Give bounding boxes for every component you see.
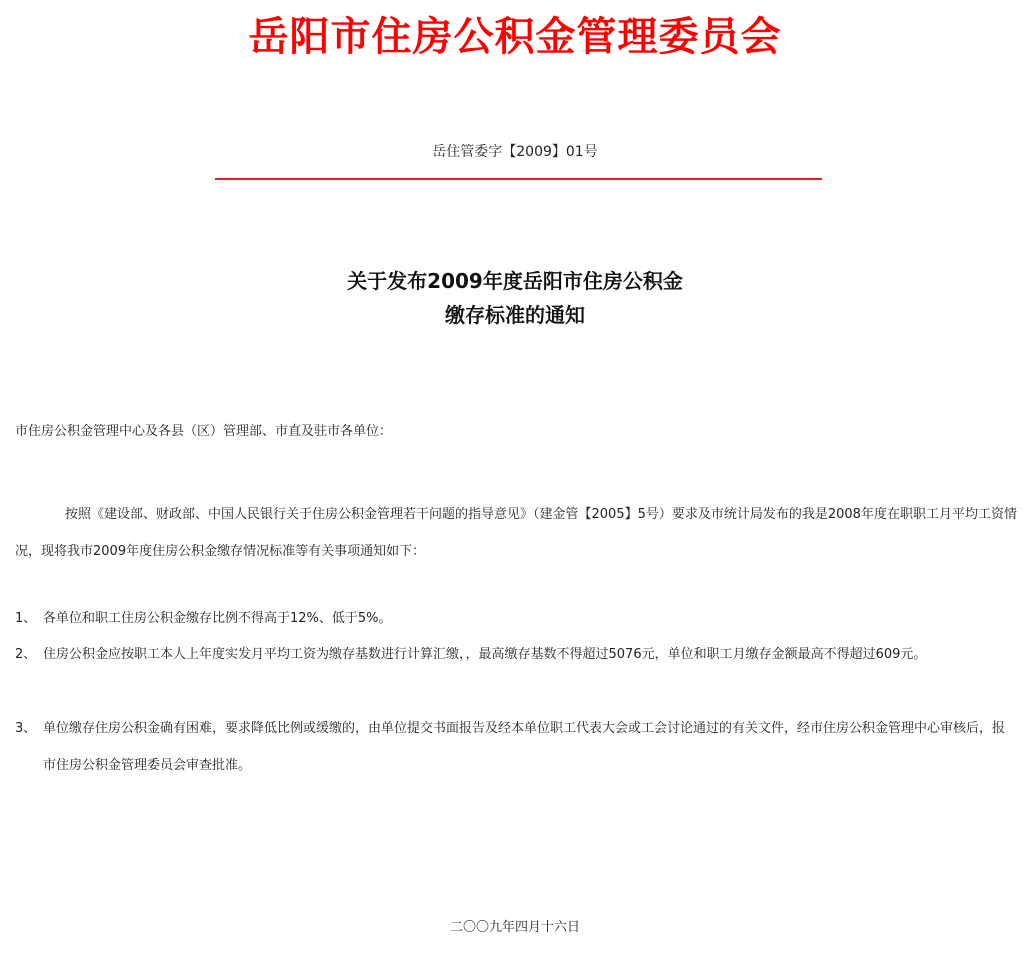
document-number: 岳住管委字【2009】01号 (432, 144, 598, 160)
list-item-number: 3、 (15, 721, 37, 736)
issuing-authority-header: 岳阳市住房公积金管理委员会 (248, 14, 782, 60)
list-item (15, 636, 1015, 673)
red-divider-line (215, 178, 822, 180)
list-item-text: 各单位和职工住房公积金缴存比例不得高于12%、低于5%。 (43, 611, 392, 626)
list-item-number: 2、 (15, 647, 37, 662)
list-item (15, 600, 1015, 637)
list-item-text: 住房公积金应按职工本人上年度实发月平均工资为缴存基数进行计算汇缴，，最高缴存基数不得超过5076元，单位和职工月缴存金额最高不得超过609元。 (43, 647, 927, 662)
list-item-number: 1、 (15, 611, 37, 626)
document-title-line-2: 缴存标准的通知 (445, 303, 585, 327)
issue-date: 二〇〇九年四月十六日 (449, 920, 580, 935)
addressee: 市住房公积金管理中心及各县（区）管理部、市直及驻市各单位： (15, 424, 393, 439)
list-item-text: 单位缴存住房公积金确有困难，要求降低比例或缓缴的，由单位提交书面报告及经本单位职工代表大会或工会讨论通过的有关文件，经市住房公积金管理中心审核后，报市住房公积金管理委员会审查批准。 (43, 721, 1006, 773)
document-title (0, 264, 1030, 332)
list-item (15, 710, 1015, 784)
document-title-line-1: 关于发布2009年度岳阳市住房公积金 (347, 269, 683, 293)
intro-paragraph: 按照《建设部、财政部、中国人民银行关于住房公积金管理若干问题的指导意见》（建金管【2005】5号）要求及市统计局发布的我是2008年度在职职工月平均工资情况，现将我市2009年度住房公积金缴存情况标准等有关事项通知如下： (15, 507, 1017, 559)
